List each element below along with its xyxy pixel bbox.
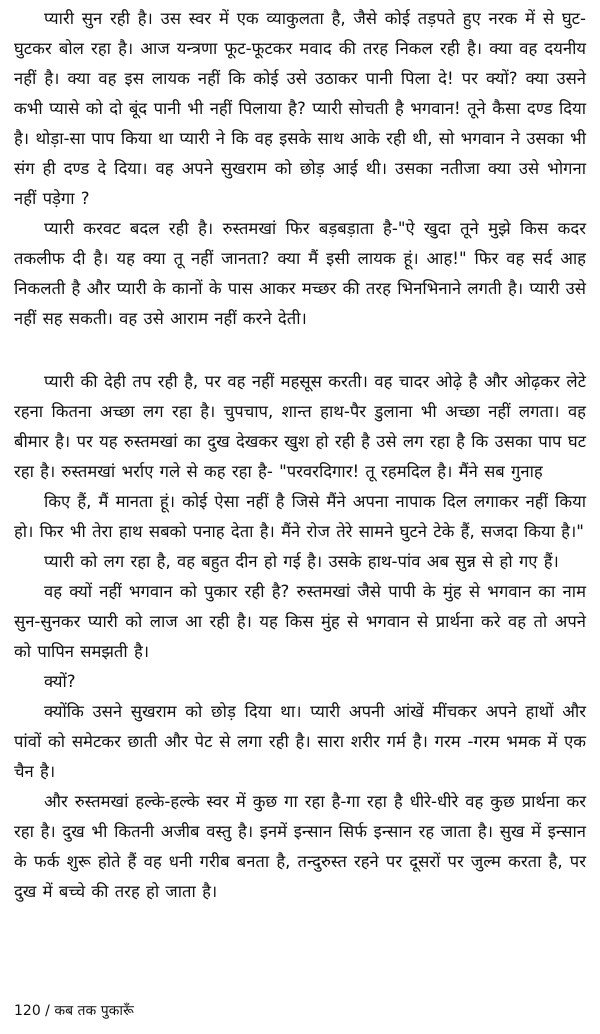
paragraph-3: प्यारी की देही तप रही है, पर वह नहीं महसूस करती। वह चादर ओढ़े है और ओढ़कर लेटे रहना कितना अच्छा लग रहा है। चुपचाप, शान्त हाथ-पैर डुलाना भी अच्छा नहीं लगता। वह बीमार है। पर यह रुस्तमखां का दुख देखकर खुश हो रही है उसे लग रहा है कि उसका पाप घट रहा है। रुस्तमखां भर्राए गले से कह रहा है- "परवरदिगार! तू रहमदिल है। मैंने सब गुनाह	[14, 372, 586, 481]
paragraph-8: क्योंकि उसने सुखराम को छोड़ दिया था। प्यारी अपनी आंखें मींचकर अपने हाथों और पांवों को समेटकर छाती और पेट से लगा रही है। सारा शरीर गर्म है। गरम -गरम भमक में एक चैन है।	[14, 702, 586, 781]
page-footer: 120 / कब तक पुकारूँ	[14, 1003, 134, 1019]
paragraph-6: वह क्यों नहीं भगवान को पुकार रही है? रुस्तमखां जैसे पापी के मुंह से भगवान का नाम सुन-सुनकर प्यारी को लाज आ रही है। यह किस मुंह से भगवान से प्रार्थना करे वह तो अपने को पापिन समझती है।	[14, 582, 586, 661]
section-gap	[14, 334, 586, 367]
paragraph-4: किए हैं, मैं मानता हूं। कोई ऐसा नहीं है जिसे मैंने अपना नापाक दिल लगाकर नहीं किया हो। फिर भी तेरा हाथ सबको पनाह देता है। मैंने रोज तेरे सामने घुटने टेके हैं, सजदा किया है।"	[14, 492, 586, 541]
paragraph-5: प्यारी को लग रहा है, वह बहुत दीन हो गई है। उसके हाथ-पांव अब सुन्न से हो गए हैं।	[44, 552, 559, 571]
paragraph-2: प्यारी करवट बदल रही है। रुस्तमखां फिर बड़बड़ाता है-"ऐ खुदा तूने मुझे किस कदर तकलीफ दी है। यह क्या तू नहीं जानता? क्या मैं इसी लायक हूं। आह!" फिर वह सर्द आह निकलती है और प्यारी के कानों के पास आकर मच्छर की तरह भिनभिनाने लगती है। प्यारी उसे नहीं सह सकती। वह उसे आराम नहीं करने देती।	[14, 219, 586, 328]
paragraph-9: और रुस्तमखां हल्के-हल्के स्वर में कुछ गा रहा है-गा रहा है धीरे-धीरे वह कुछ प्रार्थना कर रहा है। दुख भी कितनी अजीब वस्तु है। इनमें इन्सान सिर्फ इन्सान रह जाता है। सुख में इन्सान के फर्क शुरू होते हैं वह धनी गरीब बनता है, तन्दुरुस्त रहने पर दूसरों पर जुल्म करता है, पर दुख में बच्चे की तरह हो जाता है।	[14, 792, 586, 901]
paragraph-7: क्यों?	[44, 672, 76, 691]
paragraph-1: प्यारी सुन रही है। उस स्वर में एक व्याकुलता है, जैसे कोई तड़पते हुए नरक में से घुट-घुटकर बोल रहा है। आज यन्त्रणा फूट-फूटकर मवाद की तरह निकल रही है। क्या वह दयनीय नहीं है। क्या वह इस लायक नहीं कि कोई उसे उठाकर पानी पिला दे! पर क्यों? क्या उसने कभी प्यासे को दो बूंद पानी भी नहीं पिलाया है? प्यारी सोचती है भगवान! तूने कैसा दण्ड दिया है। थोड़ा-सा पाप किया था प्यारी ने कि वह इसके साथ आके रही थी, सो भगवान ने उसका भी संग ही दण्ड दे दिया। वह अपने सुखराम को छोड़ आई थी। उसका नतीजा क्या उसे भोगना नहीं पड़ेगा ?	[14, 9, 586, 208]
